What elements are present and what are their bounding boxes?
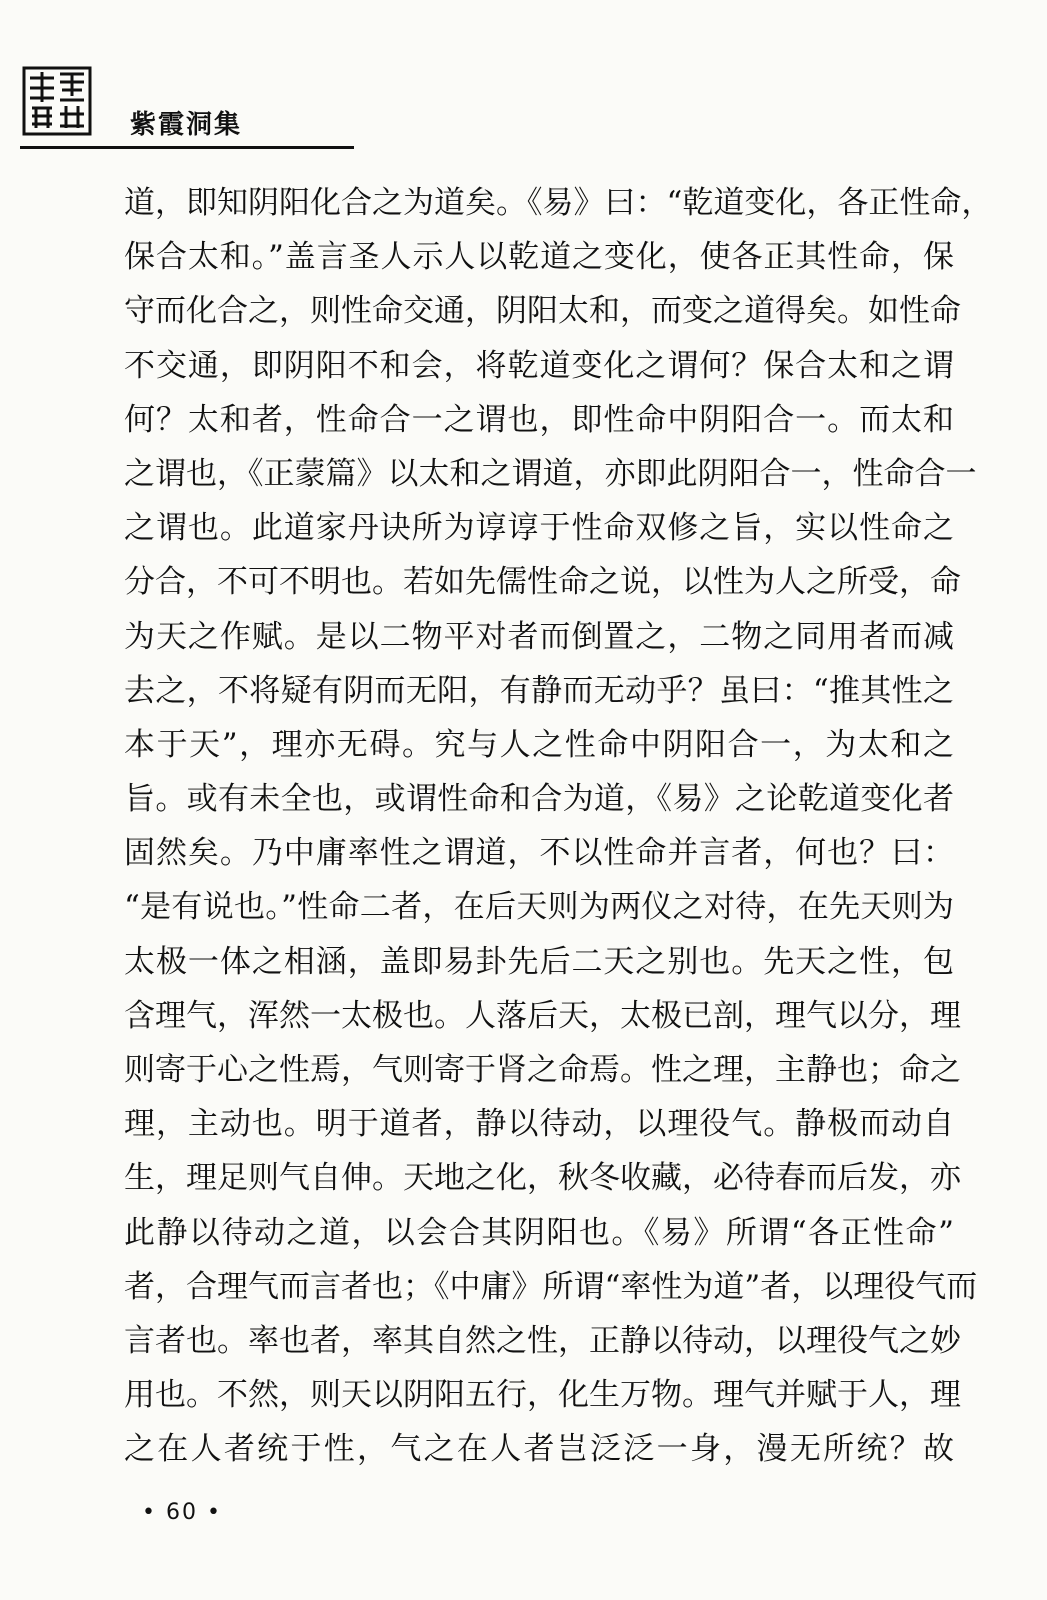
text-line: 道，即知阴阳化合之为道矣。《易》曰：“乾道变化，各正性命， [124, 185, 993, 221]
text-line: 太极一体之相涵，盖即易卦先后二天之别也。先天之性，包 [124, 943, 954, 980]
text-line: 言者也。率也者，率其自然之性，正静以待动，以理役气之妙 [124, 1322, 961, 1359]
text-line: 之谓也。此道家丹诀所为谆谆于性命双修之旨，实以性命之 [124, 510, 954, 547]
body-text [124, 176, 993, 1477]
text-line: 守而化合之，则性命交通，阴阳太和，而变之道得矣。如性命 [124, 293, 961, 330]
page-number: • 60 • [142, 1500, 222, 1525]
seal-logo-icon [22, 66, 92, 136]
text-line: 何？太和者，性命合一之谓也，即性命中阴阳合一。而太和 [124, 401, 954, 438]
text-line: 之在人者统于性，气之在人者岂泛泛一身，漫无所统？故 [124, 1431, 954, 1468]
text-line: 去之，不将疑有阴而无阳，有静而无动乎？虽曰：“推其性之 [124, 672, 954, 709]
text-line: 生，理足则气自伸。天地之化，秋冬收藏，必待春而后发，亦 [124, 1160, 961, 1197]
text-line: 为天之作赋。是以二物平对者而倒置之，二物之同用者而减 [124, 618, 954, 655]
text-line: “是有说也。”性命二者，在后天则为两仪之对待，在先天则为 [124, 889, 954, 926]
text-line: 理，主动也。明于道者，静以待动，以理役气。静极而动自 [124, 1106, 954, 1143]
text-line: 则寄于心之性焉，气则寄于肾之命焉。性之理，主静也；命之 [124, 1052, 961, 1088]
text-line: 含理气，浑然一太极也。人落后天，太极已剖，理气以分，理 [124, 997, 961, 1034]
text-line: 者，合理气而言者也；《中庸》所谓“率性为道”者，以理役气而 [124, 1268, 978, 1305]
text-line: 此静以待动之道，以会合其阴阳也。《易》所谓“各正性命” [124, 1214, 954, 1251]
header-rule [20, 146, 354, 149]
text-line: 用也。不然，则天以阴阳五行，化生万物。理气并赋于人，理 [124, 1377, 961, 1414]
text-line: 不交通，即阴阳不和会，将乾道变化之谓何？保合太和之谓 [124, 347, 954, 384]
text-line: 分合，不可不明也。若如先儒性命之说，以性为人之所受，命 [124, 564, 961, 601]
running-title: 紫霞洞集 [130, 110, 243, 140]
text-line: 旨。或有未全也，或谓性命和合为道，《易》之论乾道变化者 [124, 781, 954, 818]
text-line: 保合太和。”盖言圣人示人以乾道之变化，使各正其性命，保 [124, 239, 954, 276]
text-line: 之谓也，《正蒙篇》以太和之谓道，亦即此阴阳合一，性命合一 [124, 455, 977, 492]
text-line: 固然矣。乃中庸率性之谓道，不以性命并言者，何也？曰： [124, 835, 954, 872]
text-line: 本于天”，理亦无碍。究与人之性命中阴阳合一，为太和之 [124, 726, 954, 763]
